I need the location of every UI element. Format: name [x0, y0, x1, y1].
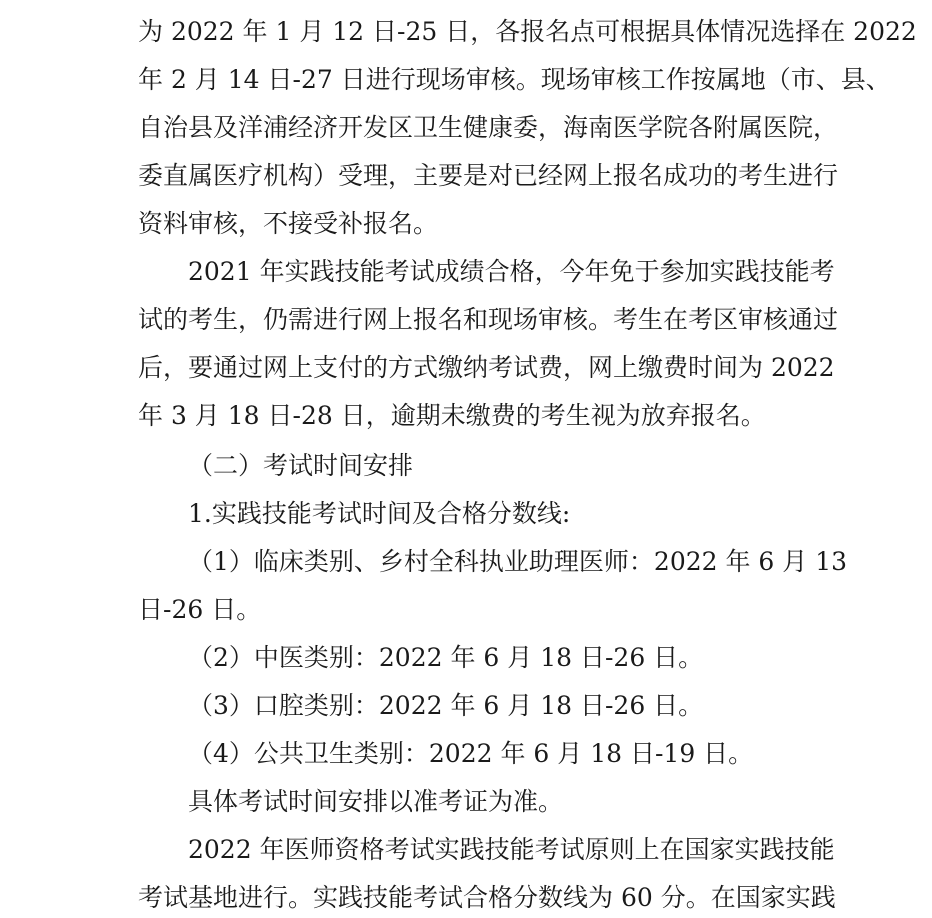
paragraph-line: 资料审核，不接受补报名。 [138, 209, 439, 238]
list-item: （3）口腔类别：2022 年 6 月 18 日-26 日。 [188, 691, 704, 720]
paragraph-line: 委直属医疗机构）受理，主要是对已经网上报名成功的考生进行 [138, 161, 839, 190]
paragraph-line: 2021 年实践技能考试成绩合格，今年免于参加实践技能考 [188, 257, 835, 286]
list-item: （2）中医类别：2022 年 6 月 18 日-26 日。 [188, 643, 704, 672]
paragraph-line: 后，要通过网上支付的方式缴纳考试费，网上缴费时间为 2022 [138, 353, 835, 382]
list-item: （1）临床类别、乡村全科执业助理医师：2022 年 6 月 13 [188, 547, 848, 576]
list-item: （4）公共卫生类别：2022 年 6 月 18 日-19 日。 [188, 739, 754, 768]
paragraph-line: 年 3 月 18 日-28 日，逾期未缴费的考生视为放弃报名。 [138, 401, 766, 430]
paragraph-line: 为 2022 年 1 月 12 日-25 日，各报名点可根据具体情况选择在 2022 [138, 17, 917, 46]
paragraph-line: 考试基地进行。实践技能考试合格分数线为 60 分。在国家实践 [138, 883, 836, 912]
paragraph-line: 自治县及洋浦经济开发区卫生健康委，海南医学院各附属医院， [138, 113, 839, 142]
subsection-heading: 1.实践技能考试时间及合格分数线: [188, 499, 571, 528]
paragraph-line: 年 2 月 14 日-27 日进行现场审核。现场审核工作按属地（市、县、 [138, 65, 891, 94]
paragraph-line: 具体考试时间安排以准考证为准。 [188, 787, 564, 816]
section-heading: （二）考试时间安排 [188, 451, 414, 480]
list-item: 日-26 日。 [138, 595, 262, 624]
paragraph-line: 2022 年医师资格考试实践技能考试原则上在国家实践技能 [188, 835, 835, 864]
paragraph-line: 试的考生，仍需进行网上报名和现场审核。考生在考区审核通过 [138, 305, 839, 334]
